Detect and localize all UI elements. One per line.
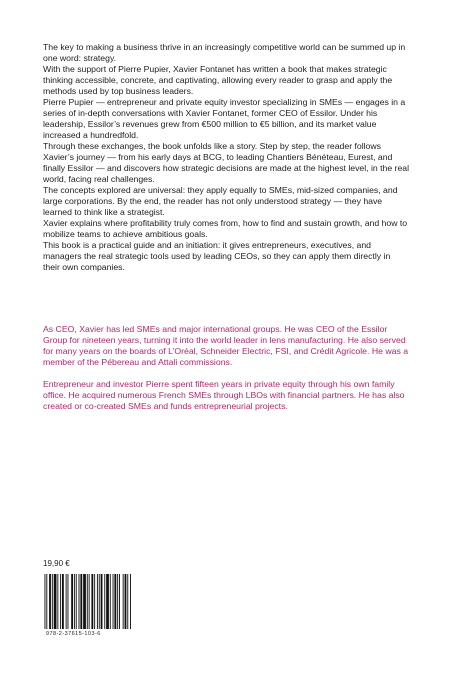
barcode-bar bbox=[80, 574, 82, 629]
barcode-bar bbox=[123, 574, 124, 629]
barcode-bar bbox=[130, 574, 131, 629]
barcode-bar bbox=[54, 574, 57, 629]
barcode-bar bbox=[74, 574, 75, 629]
barcode-bar bbox=[117, 574, 118, 629]
barcode-bar bbox=[104, 574, 105, 629]
barcode-bar bbox=[52, 574, 53, 629]
barcode-bar bbox=[68, 574, 69, 629]
author-bios bbox=[43, 324, 409, 412]
barcode-bar bbox=[71, 574, 73, 629]
isbn-number: 978-2-37615-103-6 bbox=[46, 631, 101, 637]
barcode-bar bbox=[110, 574, 111, 629]
blurb-paragraph-5: The concepts explored are universal: they apply equally to SMEs, mid-sized companies, and large corporations. By the end, the reader has not only understood strategy — they have learned to think like a strategist. bbox=[43, 185, 398, 217]
blurb-paragraph-6: Xavier explains where profitability truly comes from, how to find and sustain growth, and how to mobilize teams to achieve ambitious goals. bbox=[43, 218, 408, 239]
barcode-bar bbox=[113, 574, 114, 629]
bio-pierre: Entrepreneur and investor Pierre spent fifteen years in private equity through his own family office. He acquired numerous French SMEs through LBOs with financial partners. He has also created or co-created SMEs and funds entrepreneurial projects. bbox=[43, 379, 405, 411]
barcode-bar bbox=[114, 574, 116, 629]
barcode-bar bbox=[46, 574, 47, 629]
book-blurb bbox=[43, 42, 409, 273]
barcode-bar bbox=[60, 574, 61, 629]
barcode-bar bbox=[91, 574, 93, 629]
barcode-bar bbox=[119, 574, 120, 629]
barcode-bar bbox=[83, 574, 86, 629]
barcode-bar bbox=[79, 574, 80, 629]
barcode-bar bbox=[62, 574, 64, 629]
blurb-paragraph-2: With the support of Pierre Pupier, Xavier Fontanet has written a book that makes strategic thinking accessible, concrete, and captivating, allowing every reader to grasp and apply the methods used by top business leaders. bbox=[43, 64, 393, 96]
barcode-bar bbox=[87, 574, 88, 629]
barcode-bar bbox=[49, 574, 51, 629]
price-label: 19,90 € bbox=[43, 559, 70, 568]
barcode-bar bbox=[99, 574, 100, 629]
blurb-paragraph-3: Pierre Pupier — entrepreneur and private equity investor specializing in SMEs — engages in a series of in-depth conversations with Xavier Fontanet, former CEO of Essilor. Under his leadership, Essilor’s revenues grew from €500 million to €5 billion, and its market value increased a hundredfold. bbox=[43, 97, 406, 140]
barcode-bar bbox=[127, 574, 128, 629]
barcode-bar bbox=[125, 574, 127, 629]
blurb-paragraph-4: Through these exchanges, the book unfolds like a story. Step by step, the reader follows Xavier’s journey — from his early days at BCG, to leading Chantiers Bénéteau, Eurest, and finally Essilor — and discovers how strategic decisions are made at the highest level, in the real world, facing real challenges. bbox=[43, 141, 410, 184]
barcode-bar bbox=[45, 574, 46, 629]
barcode-bar bbox=[57, 574, 58, 629]
barcode-bar bbox=[106, 574, 109, 629]
barcode-bar bbox=[97, 574, 98, 629]
barcode-bar bbox=[66, 574, 67, 629]
barcode-bar bbox=[94, 574, 95, 629]
barcode-bar bbox=[101, 574, 103, 629]
blurb-paragraph-7: This book is a practical guide and an initiation: it gives entrepreneurs, executives, and managers the real strategic tools used by leading CEOs, so they can apply them directly in their own companies. bbox=[43, 240, 391, 272]
barcode-bar bbox=[76, 574, 77, 629]
barcode-graphic bbox=[43, 573, 133, 630]
bio-xavier: As CEO, Xavier has led SMEs and major international groups. He was CEO of the Essilor Group for nineteen years, turning it into the world leader in lens manufacturing. He also served for many years on the boards of L’Oréal, Schneider Electric, FSI, and Crédit Agricole. He was a member of the Pébereau and Attali commissions. bbox=[43, 324, 409, 367]
blurb-paragraph-1: The key to making a business thrive in an increasingly competitive world can be summed up in one word: strategy. bbox=[43, 42, 406, 63]
barcode-bar bbox=[89, 574, 90, 629]
barcode bbox=[43, 573, 133, 630]
